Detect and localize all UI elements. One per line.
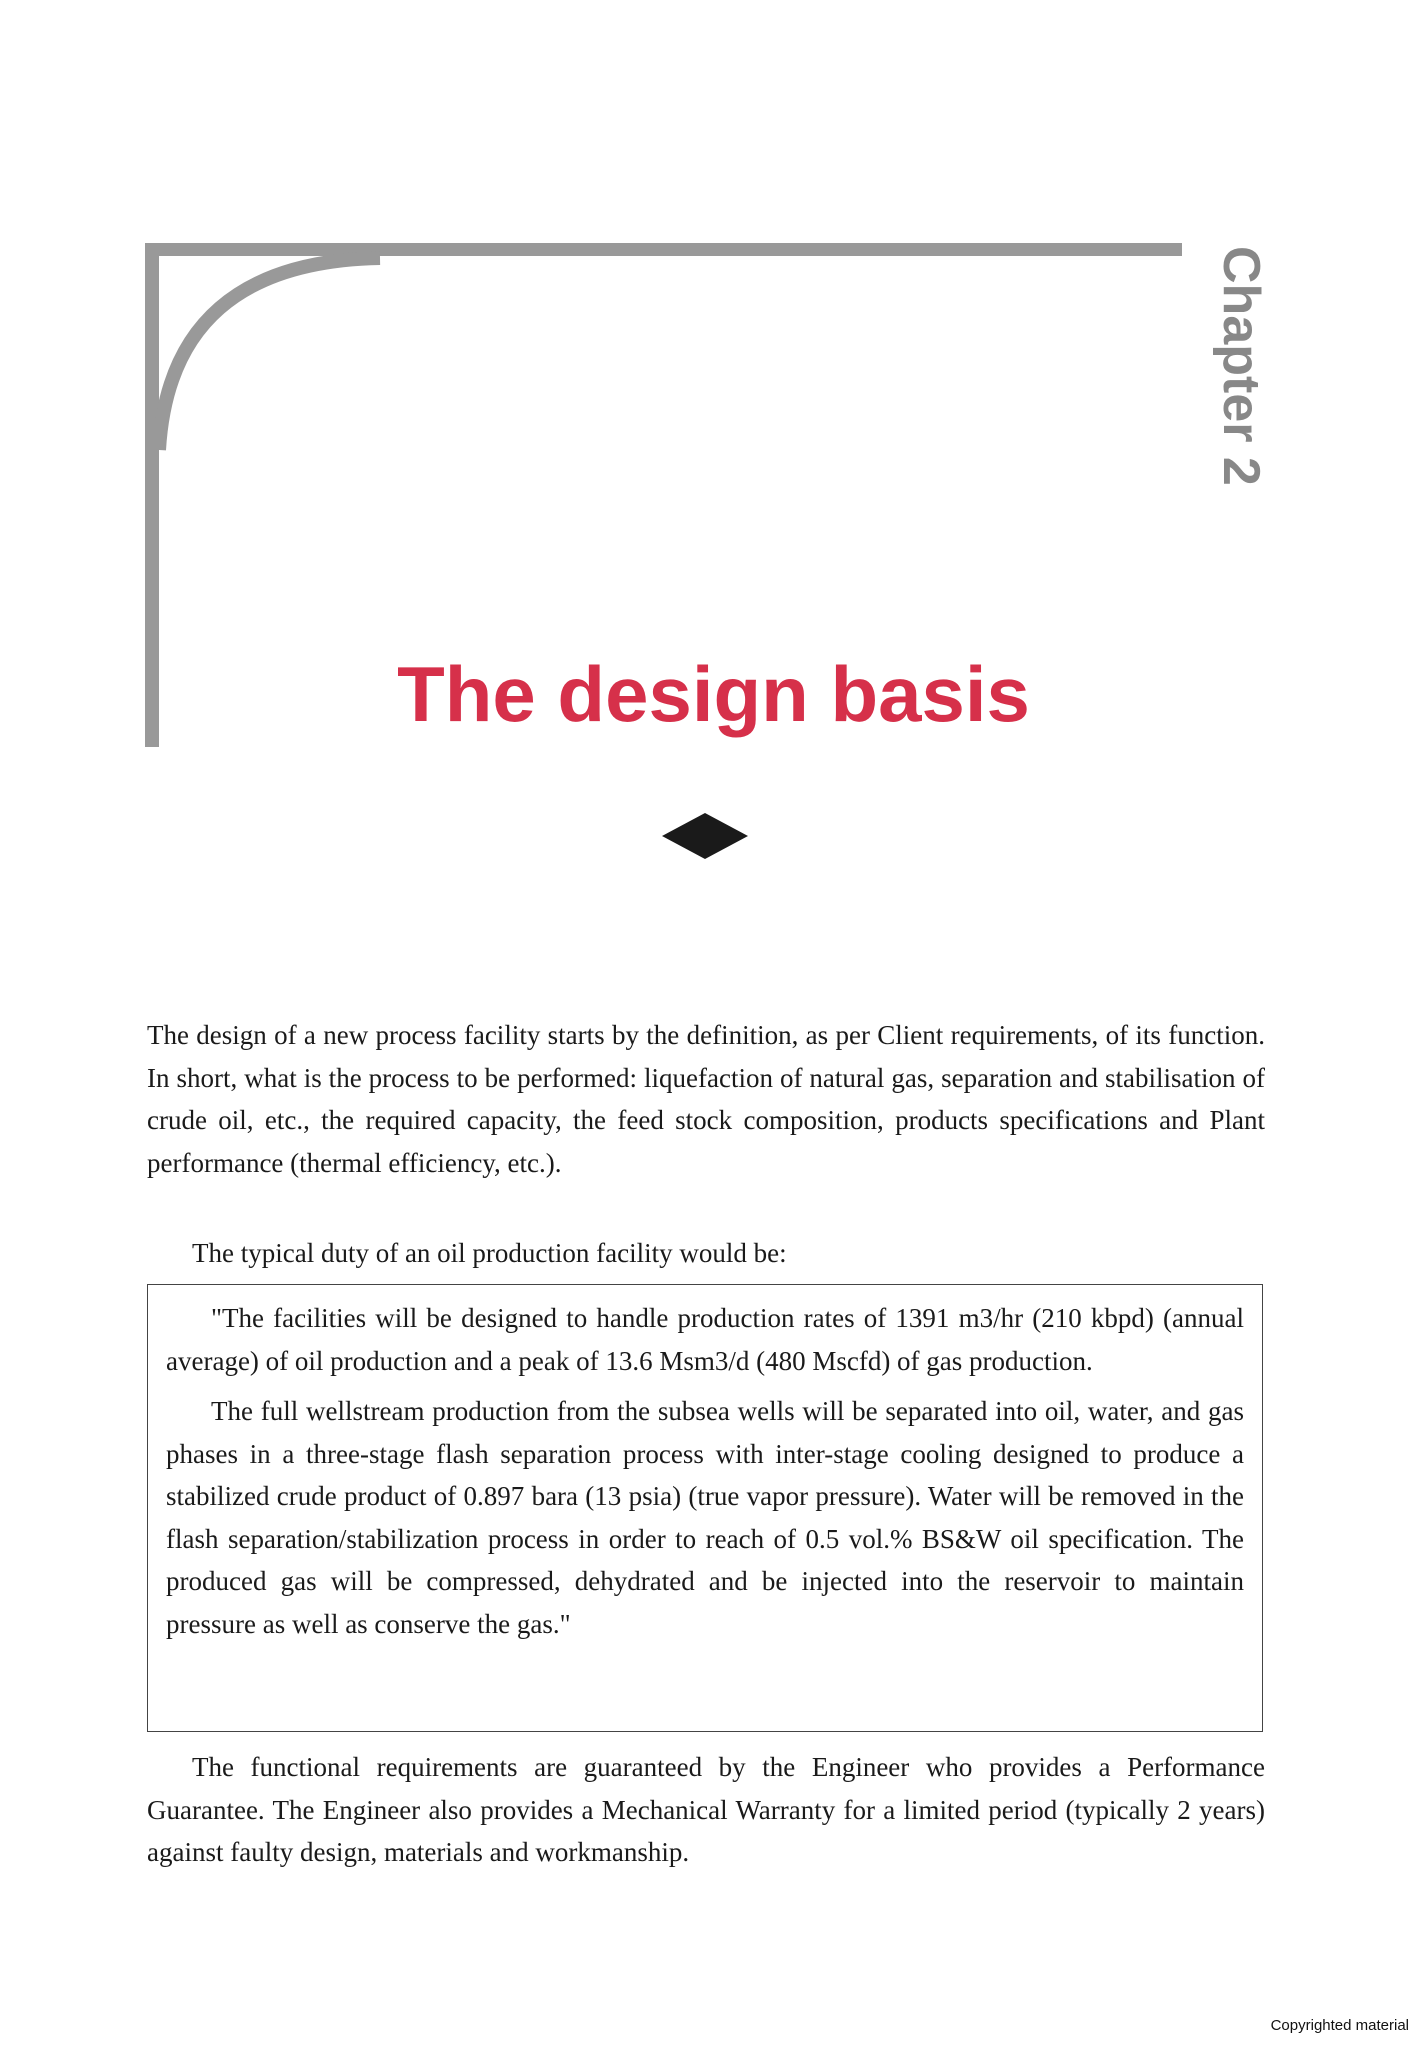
intro-paragraph: The design of a new process facility starts by the definition, as per Client requirements, of its function. In short, what is the process to be performed: liquefaction of natural gas, separation and stabilisation of crude oil, etc., the required capacity, the feed stock composition, products specifications and Plant performance (thermal efficiency, etc.). <box>147 1020 1265 1178</box>
copyright-notice: Copyrighted material <box>1270 2017 1409 2034</box>
duty-lead-paragraph: The typical duty of an oil production facility would be: <box>192 1238 787 1268</box>
closing-paragraph: The functional requirements are guaranteed by the Engineer who provides a Performance Guarantee. The Engineer also provides a Mechanical Warranty for a limited period (typically 2 years) against faulty design, materials and workmanship. <box>147 1752 1265 1867</box>
quote-paragraph-2: The full wellstream production from the subsea wells will be separated into oil, water, and gas phases in a three-stage flash separation process with inter-stage cooling designed to produce a stabilized crude product of 0.897 bara (13 psia) (true vapor pressure). Water will be removed in the flash separation/stabilization process in order to reach of 0.5 vol.% BS&W oil specification. The produced gas will be compressed, dehydrated and be injected into the reservoir to maintain pressure as well as conserve the gas." <box>166 1396 1244 1639</box>
frame-top-bar <box>145 243 1182 256</box>
duty-quote-box <box>147 1284 1263 1732</box>
chapter-label <box>1180 246 1300 546</box>
diamond-ornament-icon <box>662 813 748 859</box>
frame-corner-arc <box>159 258 380 450</box>
chapter-label-text: Chapter 2 <box>1212 246 1270 486</box>
quote-paragraph-1: "The facilities will be designed to handle production rates of 1391 m3/hr (210 kbpd) (annual average) of oil production and a peak of 13.6 Msm3/d (480 Mscfd) of gas production. <box>166 1303 1244 1376</box>
chapter-title: The design basis <box>397 650 1030 738</box>
